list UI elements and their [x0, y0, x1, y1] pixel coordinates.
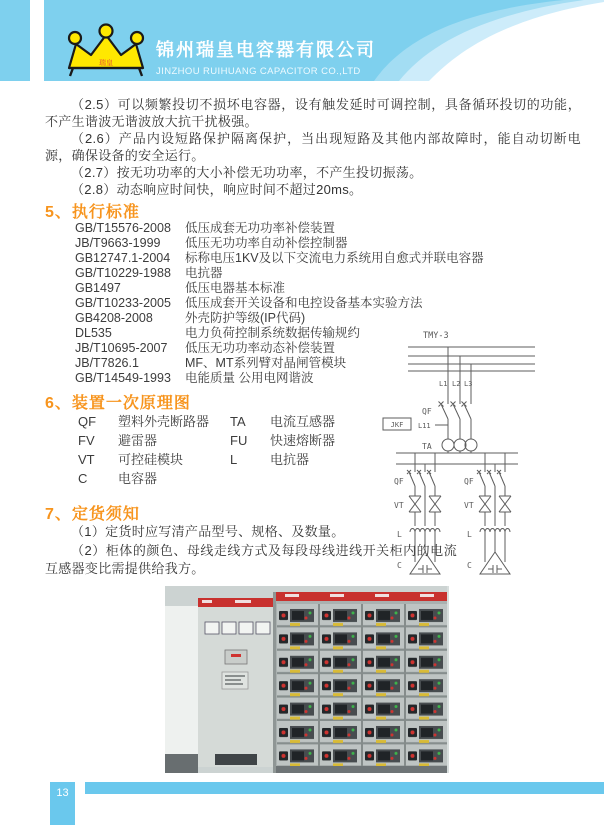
schematic-legend [78, 412, 335, 488]
standard-code: DL535 [75, 326, 112, 340]
standard-description: 外壳防护等级(IP代码) [185, 311, 306, 325]
legend-definition: 可控硅模块 [118, 452, 184, 467]
standard-description: 标称电压1KV及以下交流电力系统用自愈式并联电容器 [185, 251, 484, 265]
section-6-title: 6、装置一次原理图 [45, 395, 191, 412]
legend-item [78, 412, 230, 431]
feeder-label: L11 [418, 422, 431, 430]
phase-label-l1: L1 [439, 380, 448, 388]
standard-description: 电力负荷控制系统数据传输规约 [185, 326, 361, 340]
legend-item [230, 412, 335, 431]
ct-label: TA [422, 442, 432, 451]
phase-label-l2: L2 [452, 380, 461, 388]
standard-row [75, 266, 484, 281]
standard-code: JB/T7826.1 [75, 356, 139, 370]
legend-abbr: TA [230, 414, 246, 429]
legend-definition: 塑料外壳断路器 [118, 414, 210, 429]
ordering-item: （2）柜体的颜色、母线走线方式及每段母线进线开关柜内的电流互感器变比需提供给我方。 [45, 542, 457, 576]
standard-code: GB/T15576-2008 [75, 221, 171, 235]
branch2-l-label: L [467, 530, 472, 539]
legend-item [78, 431, 230, 450]
branch1-qf-label: QF [394, 477, 404, 486]
branch2-vt-label: VT [464, 501, 474, 510]
legend-column-left [78, 412, 230, 488]
intro-paragraphs [45, 96, 581, 198]
standard-code: GB4208-2008 [75, 311, 153, 325]
standard-code: GB1497 [75, 281, 121, 295]
standard-code: JB/T9663-1999 [75, 236, 161, 250]
standard-description: 电抗器 [185, 266, 223, 280]
legend-abbr: C [78, 471, 88, 486]
standard-code: GB/T10229-1988 [75, 266, 171, 280]
standard-description: 低压成套开关设备和电控设备基本实验方法 [185, 296, 423, 310]
standard-description: MF、MT系列臂对晶闸管模块 [185, 356, 347, 370]
intro-paragraph: （2.5）可以频繁投切不损坏电容器，设有触发延时可调控制，具备循环投切的功能，不产生谐波无谐波放大抗干扰极强。 [45, 97, 581, 129]
branch1-c-label: C [397, 561, 402, 570]
crown-logo-icon [60, 22, 152, 78]
legend-item [78, 469, 230, 488]
jkf-controller-label: JKF [390, 421, 404, 429]
company-name-cn: 锦州瑞皇电容器有限公司 [156, 40, 376, 60]
standard-row [75, 296, 484, 311]
legend-definition: 避雷器 [118, 433, 158, 448]
standard-row [75, 281, 484, 296]
intro-paragraph: （2.6）产品内设短路保护隔离保护，当出现短路及其他内部故障时，能自动切断电源，确保设备的安全运行。 [45, 131, 581, 163]
legend-item [78, 450, 230, 469]
standard-description: 低压成套无功功率补偿装置 [185, 221, 336, 235]
legend-definition: 快速熔断器 [270, 433, 336, 448]
branch1-vt-label: VT [394, 501, 404, 510]
phase-label-l3: L3 [464, 380, 473, 388]
section-5-title: 5、执行标准 [45, 204, 140, 221]
branch1-l-label: L [397, 530, 402, 539]
standard-description: 电能质量 公用电网谐波 [185, 371, 314, 385]
branch2-c-label: C [467, 561, 472, 570]
legend-abbr: FU [230, 433, 248, 448]
standard-description: 低压无功功率动态补偿装置 [185, 341, 336, 355]
standard-code: GB/T10233-2005 [75, 296, 171, 310]
busbar-label: TMY-3 [423, 331, 449, 341]
branch2-qf-label: QF [464, 477, 474, 486]
primary-circuit-diagram [378, 322, 600, 585]
crown-logo-text: 瑞皇 [99, 60, 113, 67]
header-band [44, 0, 604, 81]
legend-abbr: L [230, 452, 238, 467]
standard-code: GB/T14549-1993 [75, 371, 171, 385]
standard-code: JB/T10695-2007 [75, 341, 168, 355]
standard-code: GB12747.1-2004 [75, 251, 171, 265]
legend-definition: 电流互感器 [270, 414, 336, 429]
page-number: 13 [50, 782, 75, 825]
standard-description: 低压电器基本标准 [185, 281, 286, 295]
main-breaker-label: QF [422, 407, 432, 416]
legend-definition: 电抗器 [270, 452, 310, 467]
company-name-en: JINZHOU RUIHUANG CAPACITOR CO.,LTD [156, 66, 361, 77]
ordering-item: （1）定货时应写清产品型号、规格、及数量。 [71, 524, 345, 539]
legend-definition: 电容器 [118, 471, 158, 486]
standard-row [75, 221, 484, 236]
standard-description: 低压无功功率自动补偿控制器 [185, 236, 348, 250]
standard-row [75, 251, 484, 266]
legend-abbr: QF [78, 414, 97, 429]
intro-paragraph: （2.7）按无功功率的大小补偿无功功率，不产生投切振荡。 [71, 165, 423, 180]
intro-paragraph: （2.8）动态响应时间快，响应时间不超过20ms。 [71, 182, 363, 197]
header-left-block [0, 0, 30, 81]
legend-item [230, 431, 335, 450]
legend-abbr: FV [78, 433, 95, 448]
footer-bar [85, 782, 604, 794]
switchgear-cabinet-photo [165, 586, 449, 773]
legend-item [230, 450, 335, 469]
legend-abbr: VT [78, 452, 95, 467]
legend-column-right [230, 412, 335, 488]
standard-row [75, 236, 484, 251]
section-7-title: 7、定货须知 [45, 506, 140, 523]
